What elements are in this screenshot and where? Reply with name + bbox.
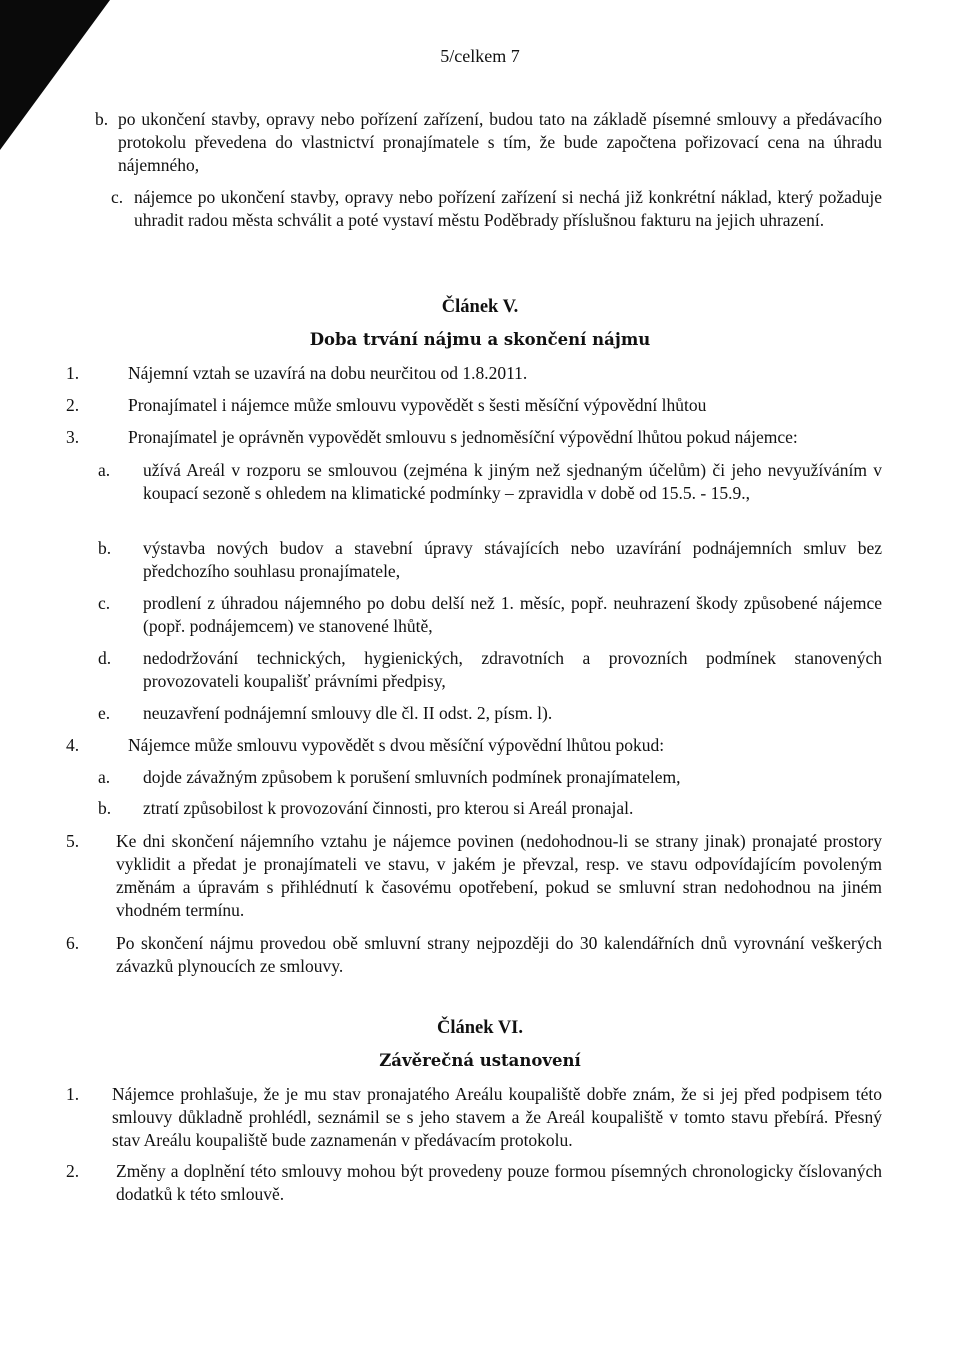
a5-p3-c-text: prodlení z úhradou nájemného po dobu delší než 1. měsíc, popř. neuhrazení škody způsobené nájemce (popř. podnájemcem) ve stanovené lhůtě, [143, 593, 882, 636]
a5-p4-a-text: dojde závažným způsobem k porušení smluvních podmínek pronajímatelem, [143, 767, 681, 787]
intro-item-c-text: nájemce po ukončení stavby, opravy nebo pořízení zařízení si nechá již konkrétní náklad, který požaduje uhradit radou města schválit a poté vystaví městu Poděbrady příslušnou fakturu na jejich uhrazení. [134, 187, 882, 230]
page-number: 5/celkem 7 [440, 46, 520, 66]
a5-p3-label: 3. [66, 427, 80, 447]
a5-p2-text: Pronajímatel i nájemce může smlouvu vypovědět s šesti měsíční výpovědní lhůtou [128, 395, 707, 415]
article-6-title: Článek VI. [436, 1018, 523, 1038]
a5-p6-label: 6. [66, 933, 80, 953]
a5-p3-b-label: b. [98, 538, 112, 558]
a5-p3-b-text: výstavba nových budov a stavební úpravy stávajících nebo uzavírání podnájemních smluv bez předchozího souhlasu pronajímatele, [143, 538, 882, 581]
a5-p6-text: Po skončení nájmu provedou obě smluvní strany nejpozději do 30 kalendářních dnů vyrovnání veškerých závazků plynoucích ze smlouvy. [116, 933, 882, 976]
a5-p3-d-text: nedodržování technických, hygienických, zdravotních a provozních podmínek stanovených provozovateli koupališť právními předpisy, [143, 648, 882, 691]
a5-p3-text: Pronajímatel je oprávněn vypovědět smlouvu s jednoměsíční výpovědní lhůtou pokud nájemce: [128, 427, 798, 447]
a5-p3-c-label: c. [98, 593, 111, 613]
a5-p2-label: 2. [66, 395, 80, 415]
a5-p5-text: Ke dni skončení nájemního vztahu je nájemce povinen (nedohodnou-li se strany jinak) pronajaté prostory vyklidit a předat je pronajímateli ve stavu, v jakém je převzal, resp. ve stavu odpovídajícím povoleným změnám a úpravám s přihlédnutí k časovému opotřebení, pokud se smluvní stran nedohodnou na jiném vhodném termínu. [116, 831, 882, 920]
a5-p3-e-label: e. [98, 703, 111, 723]
a5-p3-a-text: užívá Areál v rozporu se smlouvou (zejména k jiným než sjednaným účelům) či jeho nevyužíváním v koupací sezoně s ohledem na klimatické podmínky – zpravidla v době od 15.5. - 15.9., [143, 460, 882, 503]
a6-p1-label: 1. [66, 1084, 80, 1104]
intro-item-b-text: po ukončení stavby, opravy nebo pořízení zařízení, budou tato na základě písemné smlouvy a předávacího protokolu převedena do vlastnictví pronajímatele s tím, že bude započtena pořizovací cena na úhradu nájemného, [118, 109, 882, 175]
a5-p1-text: Nájemní vztah se uzavírá na dobu neurčitou od 1.8.2011. [128, 363, 528, 383]
intro-item-b-label: b. [95, 109, 109, 129]
a5-p4-b-label: b. [98, 798, 112, 818]
a5-p4-a-label: a. [98, 767, 111, 787]
a5-p1-label: 1. [66, 363, 80, 383]
a5-p3-d-label: d. [98, 648, 112, 668]
article-6-subtitle: Závěrečná ustanovení [379, 1051, 581, 1070]
intro-item-c-label: c. [111, 187, 124, 207]
a6-p2-label: 2. [66, 1161, 80, 1181]
a5-p3-e-text: neuzavření podnájemní smlouvy dle čl. II odst. 2, písm. l). [143, 703, 553, 723]
a6-p2-text: Změny a doplnění této smlouvy mohou být provedeny pouze formou písemných chronologicky číslovaných dodatků k této smlouvě. [116, 1161, 882, 1204]
a5-p5-label: 5. [66, 831, 80, 851]
a6-p1-text: Nájemce prohlašuje, že je mu stav pronajatého Areálu koupaliště dobře znám, že si jej před podpisem této smlouvy důkladně prohlédl, seznámil se s jeho stavem a že Areál koupaliště v tomto stavu přebírá. Přesný stav Areálu koupaliště bude zaznamenán v předávacím protokolu. [112, 1084, 882, 1150]
article-5-subtitle: Doba trvání nájmu a skončení nájmu [309, 330, 651, 349]
a5-p3-a-label: a. [98, 460, 111, 480]
a5-p4-label: 4. [66, 735, 80, 755]
a5-p4-text: Nájemce může smlouvu vypovědět s dvou měsíční výpovědní lhůtou pokud: [128, 735, 665, 755]
a5-p4-b-text: ztratí způsobilost k provozování činnosti, pro kterou si Areál pronajal. [143, 798, 634, 818]
article-5-title: Článek V. [441, 297, 519, 317]
